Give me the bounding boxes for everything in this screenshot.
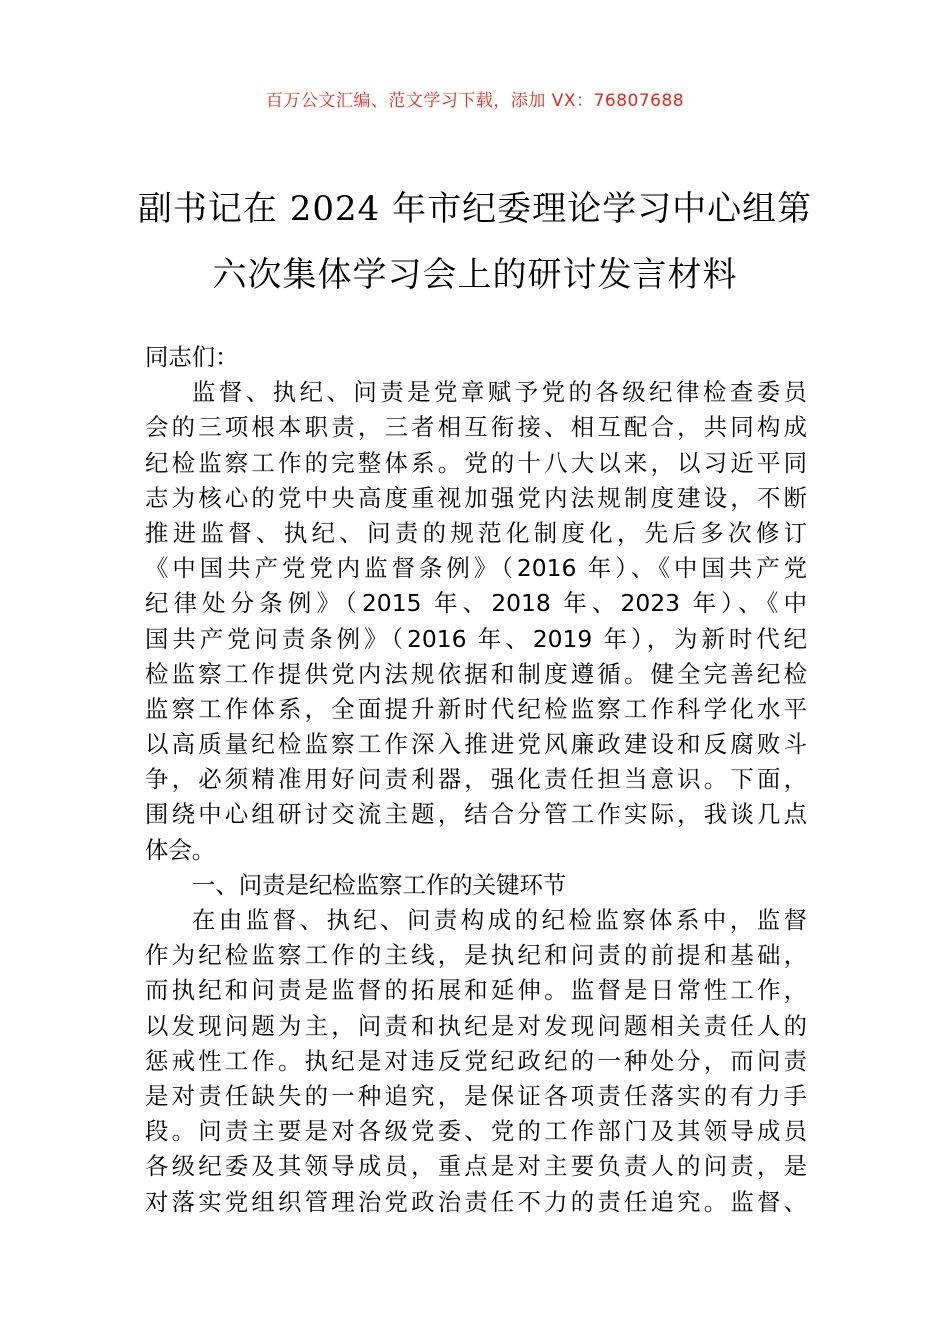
document-title: [100, 176, 850, 308]
header-note: 百万公文汇编、范文学习下载，添加 VX：76807688: [265, 91, 685, 111]
title-line-1: 副书记在 2024 年市纪委理论学习中心组第: [137, 189, 813, 229]
paragraph-2: [145, 903, 807, 1220]
paragraph-line: 监察工作体系，全面提升新时代纪检监察工作科学化水平: [145, 694, 807, 723]
salutation: 同志们：: [145, 343, 239, 371]
paragraph-line: 推进监督、执纪、问责的规范化制度化，先后多次修订: [145, 518, 807, 547]
section-heading: 一、问责是纪检监察工作的关键环节: [192, 870, 567, 899]
paragraph-line: 段。问责主要是对各级党委、党的工作部门及其领导成员: [145, 1117, 807, 1146]
paragraph-line: 纪检监察工作的完整体系。党的十八大以来，以习近平同: [145, 448, 807, 477]
paragraph-line: 志为核心的党中央高度重视加强党内法规制度建设，不断: [145, 483, 807, 512]
paragraph-line: 会的三项根本职责，三者相互衔接、相互配合，共同构成: [145, 413, 807, 442]
title-line-2: 六次集体学习会上的研讨发言材料: [212, 255, 738, 295]
paragraph-1: [145, 375, 807, 868]
paragraph-line: 以发现问题为主，问责和执纪是对发现问题相关责任人的: [145, 1011, 807, 1040]
paragraph-line: 在由监督、执纪、问责构成的纪检监察体系中，监督: [192, 906, 807, 934]
paragraph-line: 国共产党问责条例》（2016 年、2019 年），为新时代纪: [145, 624, 807, 653]
paragraph-line: 《中国共产党党内监督条例》（2016 年）、《中国共产党: [145, 554, 807, 583]
paragraph-line: 体会。: [145, 835, 216, 864]
paragraph-line: 争，必须精准用好问责利器，强化责任担当意识。下面，: [145, 765, 807, 794]
paragraph-line: 以高质量纪检监察工作深入推进党风廉政建设和反腐败斗: [145, 730, 807, 759]
paragraph-line: 监督、执纪、问责是党章赋予党的各级纪律检查委员: [192, 378, 807, 407]
paragraph-line: 各级纪委及其领导成员，重点是对主要负责人的问责，是: [145, 1152, 807, 1181]
paragraph-line: 对落实党组织管理治党政治责任不力的责任追究。监督、: [145, 1187, 807, 1216]
paragraph-line: 是对责任缺失的一种追究，是保证各项责任落实的有力手: [145, 1081, 807, 1110]
document-body: [145, 340, 807, 1220]
paragraph-line: 作为纪检监察工作的主线，是执纪和问责的前提和基础，: [145, 941, 807, 970]
paragraph-line: 而执纪和问责是监督的拓展和延伸。监督是日常性工作，: [145, 976, 807, 1005]
paragraph-line: 检监察工作提供党内法规依据和制度遵循。健全完善纪检: [145, 659, 807, 688]
paragraph-line: 惩戒性工作。执纪是对违反党纪政纪的一种处分，而问责: [145, 1046, 807, 1075]
paragraph-line: 围绕中心组研讨交流主题，结合分管工作实际，我谈几点: [145, 800, 807, 829]
paragraph-line: 纪律处分条例》（2015 年、2018 年、2023 年）、《中: [145, 589, 807, 618]
